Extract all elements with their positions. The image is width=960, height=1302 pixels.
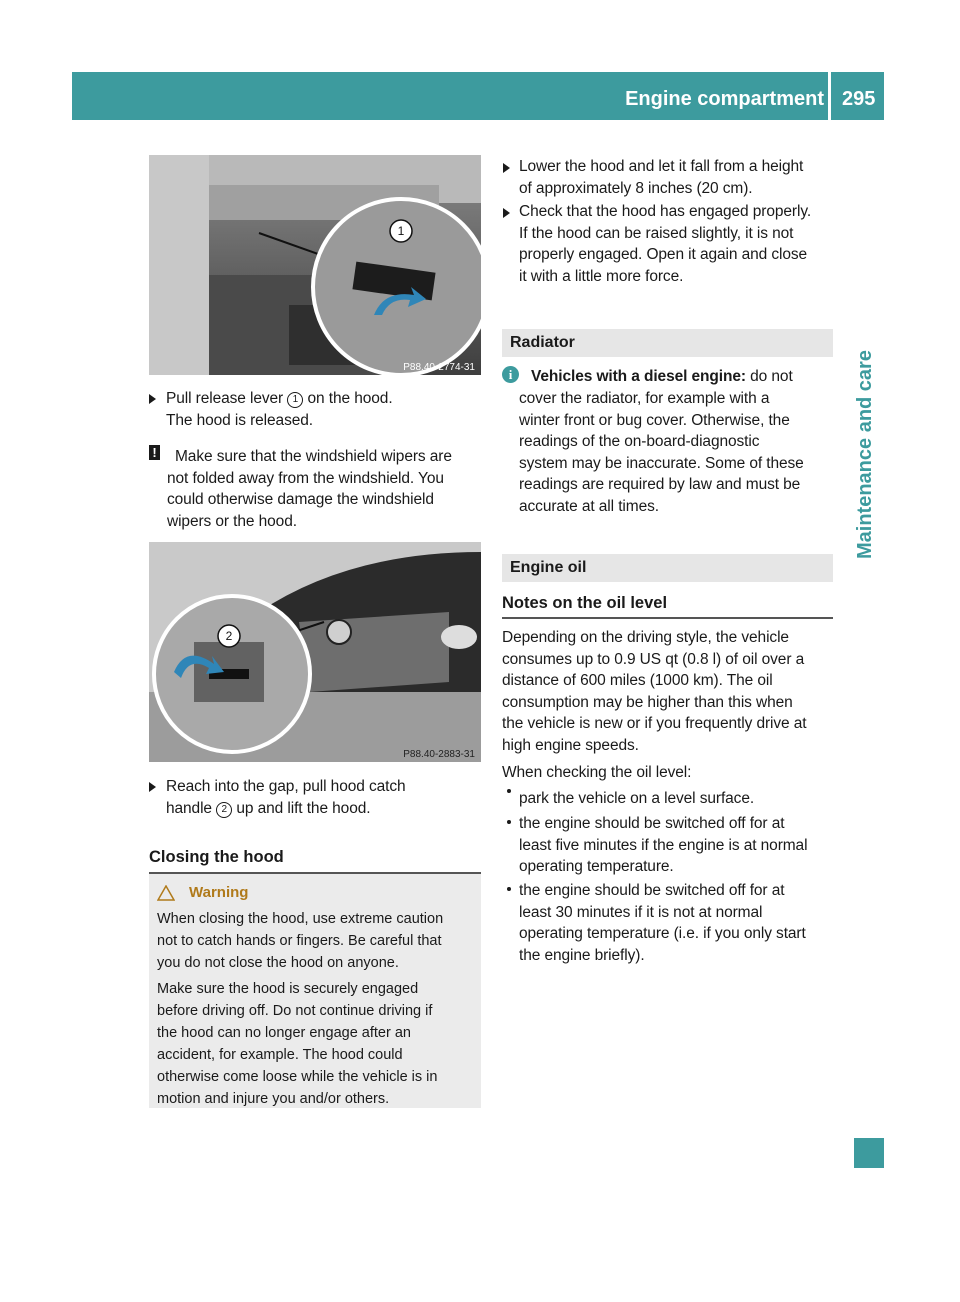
figure1-callout: 1 (397, 224, 405, 238)
warning-text: When closing the hood, use extreme caution not to catch hands or fingers. Be careful that you do not close the hood on anyone. Make sure the hood is securely engaged before driving off. Do not continue driving if the hood can no longer engage after an accident, for example. The hood could otherwise come loose while the vehicle is in motion and injure you and/or others. (157, 911, 444, 1107)
attention-icon: ! (149, 445, 160, 460)
step-result: The hood is released. (166, 411, 313, 429)
callout-2-icon: 2 (216, 802, 232, 818)
engine-oil-heading: Engine oil (510, 559, 587, 576)
bullet-item: the engine should be switched off for at least five minutes if the engine is at normal operating temperature. (519, 815, 808, 875)
notes-oil-level-heading: Notes on the oil level (502, 594, 668, 612)
bullet-icon (507, 887, 511, 891)
figure2-callout: 2 (225, 629, 233, 643)
engine-oil-heading-bar (502, 554, 833, 582)
page-number: 295 (842, 88, 876, 110)
step-arrow-icon (149, 394, 156, 404)
bullet-icon (507, 820, 511, 824)
radiator-heading: Radiator (510, 334, 575, 351)
step-check-hood: Check that the hood has engaged properly. If the hood can be raised slightly, it is not properly engaged. Open it again and close it with a little more force. (519, 203, 812, 285)
checking-intro: When checking the oil level: (502, 764, 692, 781)
warning-triangle-icon (157, 885, 175, 901)
release-lever-figure (149, 155, 481, 375)
hood-catch-figure (149, 542, 481, 762)
step-pull-hood-catch: Reach into the gap, pull hood catch handle 2 up and lift the hood. (166, 778, 406, 817)
side-tab-label: Maintenance and care (854, 350, 876, 559)
step-arrow-icon (503, 163, 510, 173)
bullet-item: the engine should be switched off for at least 30 minutes if it is not at normal operating temperature (i.e. if you only start the engine briefly). (519, 882, 806, 964)
figure1-label: P88.40-2774-31 (403, 362, 475, 373)
closing-hood-heading: Closing the hood (149, 848, 284, 866)
step-arrow-icon (503, 208, 510, 218)
side-tab-marker (854, 1138, 884, 1168)
info-diesel-note: Vehicles with a diesel engine: do not (531, 368, 793, 385)
step-arrow-icon (149, 782, 156, 792)
warning-title: Warning (189, 884, 249, 901)
heading-rule (502, 617, 833, 619)
oil-consumption-paragraph: Depending on the driving style, the vehicle consumes up to 0.9 US qt (0.8 l) of oil over a distance of 600 miles (1000 km). The oil consumption may be higher than this when the vehicle is new or if you frequently drive at high engine speeds. (502, 629, 807, 754)
radiator-heading-bar (502, 329, 833, 357)
step-lower-hood: Lower the hood and let it fall from a height of approximately 8 inches (20 cm). (519, 158, 804, 197)
section-title: Engine compartment (625, 88, 824, 110)
note-windshield-wipers: Make sure that the windshield wipers are not folded away from the windshield. You could otherwise damage the windshield wipers or the hood. (167, 448, 452, 530)
bullet-icon (507, 789, 511, 793)
header-separator (828, 72, 831, 120)
step-pull-release-lever: Pull release lever 1 on the hood. The hood is released. (166, 390, 393, 429)
callout-1-icon: 1 (287, 392, 303, 408)
bullet-item: park the vehicle on a level surface. (519, 790, 755, 807)
figure2-label: P88.40-2883-31 (403, 749, 475, 760)
info-diesel-note-body: cover the radiator, for example with a winter front or bug cover. Otherwise, the readings of the on-board-diagnostic system may be inaccurate. Some of these readings are required by law and must be accurate at all times. (519, 390, 804, 515)
info-icon: i (502, 366, 519, 383)
